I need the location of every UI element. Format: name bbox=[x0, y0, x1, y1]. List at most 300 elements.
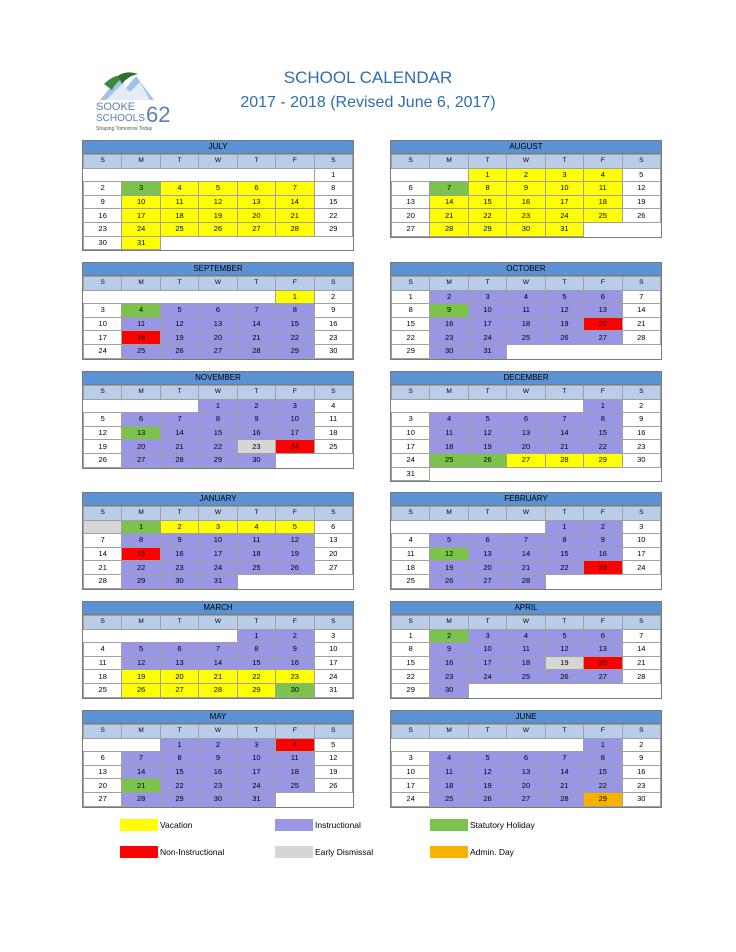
month-name: NOVEMBER bbox=[83, 372, 353, 385]
day-cell: 5 bbox=[314, 738, 352, 752]
day-cell: 16 bbox=[84, 209, 122, 223]
weekday-header: T bbox=[468, 725, 506, 739]
weekday-header: T bbox=[237, 507, 275, 521]
day-cell: 25 bbox=[430, 453, 468, 467]
day-cell: 26 bbox=[430, 574, 468, 588]
empty-cell bbox=[314, 236, 352, 250]
month-february bbox=[390, 492, 662, 590]
day-cell: 15 bbox=[160, 765, 198, 779]
day-cell: 8 bbox=[160, 752, 198, 766]
day-cell: 1 bbox=[276, 290, 314, 304]
empty-cell bbox=[237, 290, 275, 304]
day-cell: 24 bbox=[468, 670, 506, 684]
day-cell: 12 bbox=[276, 534, 314, 548]
day-cell: 27 bbox=[468, 574, 506, 588]
day-cell: 2 bbox=[622, 399, 660, 413]
day-cell: 11 bbox=[276, 752, 314, 766]
day-cell: 3 bbox=[237, 738, 275, 752]
day-cell: 6 bbox=[237, 182, 275, 196]
weekday-header: W bbox=[507, 277, 545, 291]
day-cell: 8 bbox=[584, 413, 622, 427]
day-cell: 12 bbox=[122, 656, 160, 670]
page-title: SCHOOL CALENDAR bbox=[283, 68, 453, 87]
day-cell: 2 bbox=[84, 182, 122, 196]
day-cell: 5 bbox=[276, 520, 314, 534]
empty-cell bbox=[545, 738, 583, 752]
day-cell: 13 bbox=[122, 426, 160, 440]
day-cell: 23 bbox=[622, 779, 660, 793]
day-cell: 25 bbox=[237, 561, 275, 575]
empty-cell bbox=[122, 738, 160, 752]
day-cell: 26 bbox=[276, 561, 314, 575]
weekday-header: W bbox=[199, 725, 237, 739]
legend-swatch bbox=[430, 846, 468, 858]
empty-cell bbox=[507, 467, 545, 481]
month-june bbox=[390, 710, 662, 808]
day-cell: 6 bbox=[314, 520, 352, 534]
day-cell: 1 bbox=[545, 520, 583, 534]
day-cell: 17 bbox=[122, 209, 160, 223]
weekday-header: F bbox=[276, 386, 314, 400]
month-august bbox=[390, 140, 662, 238]
weekday-header: T bbox=[237, 725, 275, 739]
day-cell: 15 bbox=[545, 547, 583, 561]
day-cell: 16 bbox=[314, 317, 352, 331]
weekday-header: S bbox=[314, 725, 352, 739]
day-cell: 18 bbox=[430, 779, 468, 793]
day-cell: 21 bbox=[507, 561, 545, 575]
day-cell: 7 bbox=[160, 413, 198, 427]
weekday-header: S bbox=[314, 277, 352, 291]
day-cell: 26 bbox=[199, 222, 237, 236]
day-cell: 18 bbox=[84, 670, 122, 684]
day-cell: 13 bbox=[468, 547, 506, 561]
empty-cell bbox=[160, 236, 198, 250]
weekday-header: S bbox=[84, 507, 122, 521]
day-cell: 1 bbox=[392, 629, 430, 643]
day-cell: 13 bbox=[584, 643, 622, 657]
day-cell: 17 bbox=[468, 656, 506, 670]
day-cell: 27 bbox=[122, 453, 160, 467]
day-cell: 1 bbox=[314, 168, 352, 182]
day-cell: 3 bbox=[468, 629, 506, 643]
legend-label: Vacation bbox=[160, 820, 193, 830]
day-cell: 28 bbox=[199, 683, 237, 697]
day-cell: 15 bbox=[584, 426, 622, 440]
day-cell: 1 bbox=[584, 399, 622, 413]
weekday-header: M bbox=[430, 386, 468, 400]
day-cell: 18 bbox=[160, 209, 198, 223]
day-cell: 1 bbox=[468, 168, 506, 182]
weekday-header: M bbox=[430, 507, 468, 521]
day-cell: 2 bbox=[584, 520, 622, 534]
weekday-header: W bbox=[199, 155, 237, 169]
day-cell: 26 bbox=[545, 331, 583, 345]
day-cell: 21 bbox=[122, 779, 160, 793]
day-cell: 10 bbox=[122, 195, 160, 209]
day-cell: 10 bbox=[84, 317, 122, 331]
day-cell: 24 bbox=[122, 222, 160, 236]
day-cell: 10 bbox=[468, 643, 506, 657]
empty-cell bbox=[584, 344, 622, 358]
day-cell: 13 bbox=[237, 195, 275, 209]
day-cell: 11 bbox=[392, 547, 430, 561]
day-cell: 15 bbox=[392, 656, 430, 670]
day-cell: 23 bbox=[237, 440, 275, 454]
month-april bbox=[390, 601, 662, 699]
empty-cell bbox=[622, 222, 660, 236]
day-cell: 22 bbox=[584, 440, 622, 454]
day-cell: 19 bbox=[430, 561, 468, 575]
weekday-header: M bbox=[122, 155, 160, 169]
empty-cell bbox=[160, 629, 198, 643]
day-cell: 2 bbox=[276, 629, 314, 643]
day-cell: 24 bbox=[392, 453, 430, 467]
weekday-header: S bbox=[314, 155, 352, 169]
weekday-header: W bbox=[507, 725, 545, 739]
day-cell: 12 bbox=[622, 182, 660, 196]
svg-text:SCHOOLS: SCHOOLS bbox=[96, 113, 145, 124]
day-cell: 4 bbox=[237, 520, 275, 534]
day-cell: 24 bbox=[314, 670, 352, 684]
day-cell: 31 bbox=[199, 574, 237, 588]
day-cell: 17 bbox=[545, 195, 583, 209]
day-cell: 22 bbox=[392, 670, 430, 684]
weekday-header: F bbox=[276, 616, 314, 630]
day-cell: 24 bbox=[276, 440, 314, 454]
day-cell: 9 bbox=[622, 752, 660, 766]
day-cell: 14 bbox=[160, 426, 198, 440]
empty-cell bbox=[199, 290, 237, 304]
day-cell: 19 bbox=[468, 779, 506, 793]
day-cell: 4 bbox=[314, 399, 352, 413]
day-cell: 4 bbox=[276, 738, 314, 752]
empty-cell bbox=[584, 222, 622, 236]
empty-cell bbox=[468, 520, 506, 534]
day-cell: 16 bbox=[276, 656, 314, 670]
day-cell: 7 bbox=[545, 752, 583, 766]
day-cell: 1 bbox=[160, 738, 198, 752]
day-cell: 2 bbox=[199, 738, 237, 752]
day-cell: 26 bbox=[622, 209, 660, 223]
day-cell bbox=[84, 520, 122, 534]
day-cell: 14 bbox=[430, 195, 468, 209]
month-november bbox=[82, 371, 354, 469]
day-cell: 10 bbox=[199, 534, 237, 548]
day-cell: 28 bbox=[430, 222, 468, 236]
day-cell: 1 bbox=[237, 629, 275, 643]
day-cell: 22 bbox=[392, 331, 430, 345]
weekday-header: F bbox=[584, 386, 622, 400]
weekday-header: S bbox=[392, 507, 430, 521]
weekday-header: T bbox=[160, 725, 198, 739]
day-cell: 21 bbox=[199, 670, 237, 684]
empty-cell bbox=[584, 683, 622, 697]
day-cell: 20 bbox=[160, 670, 198, 684]
weekday-header: M bbox=[430, 277, 468, 291]
day-cell: 27 bbox=[237, 222, 275, 236]
empty-cell bbox=[122, 290, 160, 304]
empty-cell bbox=[199, 168, 237, 182]
weekday-header: T bbox=[468, 386, 506, 400]
weekday-header: W bbox=[507, 616, 545, 630]
weekday-header: S bbox=[314, 386, 352, 400]
day-cell: 17 bbox=[392, 779, 430, 793]
empty-cell bbox=[622, 574, 660, 588]
day-cell: 3 bbox=[199, 520, 237, 534]
svg-text:Shaping Tomorrow Today: Shaping Tomorrow Today bbox=[96, 126, 153, 132]
day-cell: 21 bbox=[545, 779, 583, 793]
weekday-header: W bbox=[199, 386, 237, 400]
day-cell: 30 bbox=[276, 683, 314, 697]
empty-cell bbox=[622, 683, 660, 697]
empty-cell bbox=[199, 629, 237, 643]
empty-cell bbox=[507, 738, 545, 752]
weekday-header: S bbox=[314, 616, 352, 630]
weekday-header: S bbox=[622, 616, 660, 630]
weekday-header: S bbox=[84, 616, 122, 630]
empty-cell bbox=[507, 683, 545, 697]
day-cell: 17 bbox=[237, 765, 275, 779]
day-cell: 16 bbox=[622, 765, 660, 779]
day-cell: 18 bbox=[507, 656, 545, 670]
day-cell: 30 bbox=[237, 453, 275, 467]
day-cell: 12 bbox=[84, 426, 122, 440]
legend-swatch bbox=[120, 819, 158, 831]
day-cell: 31 bbox=[545, 222, 583, 236]
day-cell: 18 bbox=[507, 317, 545, 331]
day-cell: 16 bbox=[430, 656, 468, 670]
day-cell: 5 bbox=[468, 413, 506, 427]
day-cell: 5 bbox=[545, 629, 583, 643]
day-cell: 18 bbox=[314, 426, 352, 440]
day-cell: 23 bbox=[276, 670, 314, 684]
empty-cell bbox=[507, 399, 545, 413]
day-cell: 2 bbox=[622, 738, 660, 752]
day-cell: 20 bbox=[468, 561, 506, 575]
day-cell: 2 bbox=[237, 399, 275, 413]
weekday-header: S bbox=[314, 507, 352, 521]
day-cell: 8 bbox=[584, 752, 622, 766]
day-cell: 16 bbox=[199, 765, 237, 779]
day-cell: 8 bbox=[199, 413, 237, 427]
day-cell: 2 bbox=[314, 290, 352, 304]
day-cell: 6 bbox=[122, 413, 160, 427]
page-subtitle: 2017 - 2018 (Revised June 6, 2017) bbox=[240, 94, 496, 111]
day-cell: 14 bbox=[276, 195, 314, 209]
weekday-header: S bbox=[84, 725, 122, 739]
empty-cell bbox=[276, 574, 314, 588]
day-cell: 24 bbox=[199, 561, 237, 575]
day-cell: 13 bbox=[84, 765, 122, 779]
empty-cell bbox=[430, 168, 468, 182]
day-cell: 23 bbox=[622, 440, 660, 454]
day-cell: 15 bbox=[237, 656, 275, 670]
empty-cell bbox=[199, 236, 237, 250]
day-cell: 6 bbox=[160, 643, 198, 657]
weekday-header: S bbox=[392, 386, 430, 400]
day-cell: 16 bbox=[507, 195, 545, 209]
empty-cell bbox=[276, 236, 314, 250]
day-cell: 6 bbox=[468, 534, 506, 548]
day-cell: 23 bbox=[84, 222, 122, 236]
weekday-header: M bbox=[122, 277, 160, 291]
month-july bbox=[82, 140, 354, 251]
day-cell: 16 bbox=[160, 547, 198, 561]
empty-cell bbox=[237, 168, 275, 182]
day-cell: 13 bbox=[314, 534, 352, 548]
day-cell: 21 bbox=[237, 331, 275, 345]
month-name: JANUARY bbox=[83, 493, 353, 506]
legend-swatch bbox=[275, 819, 313, 831]
day-cell: 19 bbox=[160, 331, 198, 345]
day-cell: 10 bbox=[468, 304, 506, 318]
day-cell: 31 bbox=[122, 236, 160, 250]
day-cell: 16 bbox=[237, 426, 275, 440]
day-cell: 26 bbox=[314, 779, 352, 793]
weekday-header: T bbox=[468, 616, 506, 630]
month-january bbox=[82, 492, 354, 590]
day-cell: 10 bbox=[276, 413, 314, 427]
day-cell: 29 bbox=[584, 453, 622, 467]
weekday-header: T bbox=[468, 155, 506, 169]
day-cell: 3 bbox=[468, 290, 506, 304]
empty-cell bbox=[622, 467, 660, 481]
day-cell: 17 bbox=[276, 426, 314, 440]
day-cell: 28 bbox=[84, 574, 122, 588]
weekday-header: W bbox=[199, 277, 237, 291]
day-cell: 20 bbox=[122, 440, 160, 454]
day-cell: 27 bbox=[314, 561, 352, 575]
weekday-header: T bbox=[545, 277, 583, 291]
day-cell: 7 bbox=[199, 643, 237, 657]
empty-cell bbox=[314, 453, 352, 467]
day-cell: 13 bbox=[199, 317, 237, 331]
day-cell: 22 bbox=[276, 331, 314, 345]
weekday-header: M bbox=[430, 155, 468, 169]
day-cell: 2 bbox=[430, 290, 468, 304]
day-cell: 1 bbox=[199, 399, 237, 413]
day-cell: 7 bbox=[122, 752, 160, 766]
day-cell: 12 bbox=[545, 643, 583, 657]
weekday-header: S bbox=[84, 155, 122, 169]
weekday-header: S bbox=[622, 386, 660, 400]
day-cell: 9 bbox=[430, 643, 468, 657]
day-cell: 30 bbox=[199, 792, 237, 806]
empty-cell bbox=[545, 399, 583, 413]
day-cell: 11 bbox=[430, 426, 468, 440]
day-cell: 19 bbox=[84, 440, 122, 454]
day-cell: 11 bbox=[314, 413, 352, 427]
empty-cell bbox=[468, 399, 506, 413]
day-cell: 18 bbox=[122, 331, 160, 345]
empty-cell bbox=[584, 467, 622, 481]
day-cell: 8 bbox=[545, 534, 583, 548]
day-cell: 11 bbox=[507, 643, 545, 657]
day-cell: 20 bbox=[507, 779, 545, 793]
month-october bbox=[390, 262, 662, 360]
day-cell: 28 bbox=[507, 574, 545, 588]
day-cell: 11 bbox=[507, 304, 545, 318]
day-cell: 5 bbox=[84, 413, 122, 427]
legend-label: Non-Instructional bbox=[160, 847, 225, 857]
day-cell: 25 bbox=[314, 440, 352, 454]
day-cell: 23 bbox=[199, 779, 237, 793]
day-cell: 14 bbox=[84, 547, 122, 561]
month-name: FEBRUARY bbox=[391, 493, 661, 506]
empty-cell bbox=[545, 574, 583, 588]
empty-cell bbox=[430, 399, 468, 413]
day-cell: 10 bbox=[314, 643, 352, 657]
weekday-header: F bbox=[584, 155, 622, 169]
day-cell: 2 bbox=[507, 168, 545, 182]
day-cell: 23 bbox=[430, 331, 468, 345]
day-cell: 24 bbox=[545, 209, 583, 223]
day-cell: 7 bbox=[276, 182, 314, 196]
day-cell: 14 bbox=[622, 304, 660, 318]
day-cell: 12 bbox=[160, 317, 198, 331]
empty-cell bbox=[468, 467, 506, 481]
weekday-header: S bbox=[622, 277, 660, 291]
empty-cell bbox=[84, 399, 122, 413]
day-cell: 15 bbox=[276, 317, 314, 331]
empty-cell bbox=[122, 399, 160, 413]
day-cell: 19 bbox=[468, 440, 506, 454]
empty-cell bbox=[392, 738, 430, 752]
day-cell: 31 bbox=[468, 344, 506, 358]
day-cell: 21 bbox=[430, 209, 468, 223]
day-cell: 17 bbox=[84, 331, 122, 345]
day-cell: 22 bbox=[160, 779, 198, 793]
day-cell: 22 bbox=[545, 561, 583, 575]
day-cell: 3 bbox=[545, 168, 583, 182]
weekday-header: T bbox=[160, 616, 198, 630]
day-cell: 16 bbox=[584, 547, 622, 561]
day-cell: 3 bbox=[276, 399, 314, 413]
weekday-header: F bbox=[584, 507, 622, 521]
day-cell: 9 bbox=[160, 534, 198, 548]
day-cell: 30 bbox=[314, 344, 352, 358]
day-cell: 2 bbox=[430, 629, 468, 643]
empty-cell bbox=[392, 399, 430, 413]
day-cell: 30 bbox=[430, 344, 468, 358]
month-name: JUNE bbox=[391, 711, 661, 724]
day-cell: 6 bbox=[507, 752, 545, 766]
empty-cell bbox=[392, 168, 430, 182]
month-name: DECEMBER bbox=[391, 372, 661, 385]
weekday-header: S bbox=[392, 155, 430, 169]
day-cell: 27 bbox=[584, 331, 622, 345]
day-cell: 23 bbox=[507, 209, 545, 223]
day-cell: 21 bbox=[276, 209, 314, 223]
day-cell: 19 bbox=[622, 195, 660, 209]
day-cell: 8 bbox=[314, 182, 352, 196]
day-cell: 22 bbox=[122, 561, 160, 575]
day-cell: 11 bbox=[237, 534, 275, 548]
day-cell: 4 bbox=[122, 304, 160, 318]
day-cell: 28 bbox=[276, 222, 314, 236]
day-cell: 13 bbox=[160, 656, 198, 670]
empty-cell bbox=[276, 168, 314, 182]
day-cell: 19 bbox=[545, 317, 583, 331]
empty-cell bbox=[122, 629, 160, 643]
month-name: MARCH bbox=[83, 602, 353, 615]
legend-label: Admin. Day bbox=[470, 847, 514, 857]
day-cell: 15 bbox=[584, 765, 622, 779]
day-cell: 17 bbox=[392, 440, 430, 454]
weekday-header: T bbox=[237, 616, 275, 630]
day-cell: 12 bbox=[199, 195, 237, 209]
